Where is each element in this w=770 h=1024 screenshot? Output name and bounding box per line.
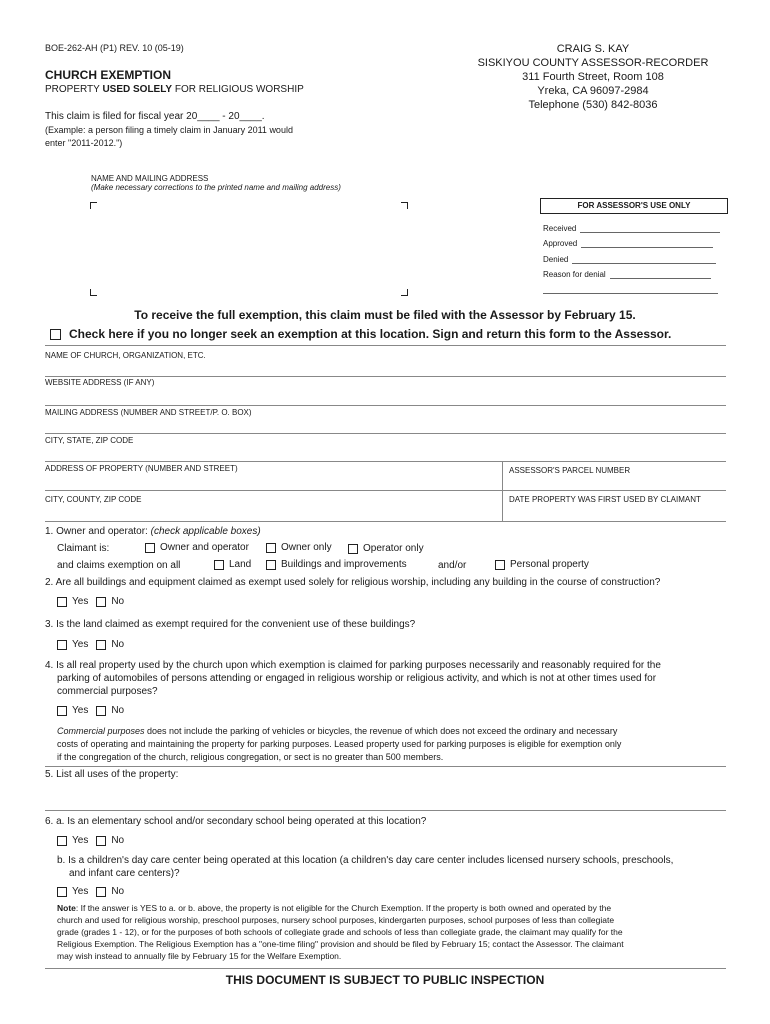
divider [45, 968, 726, 969]
address-block-note: (Make necessary corrections to the printed name and mailing address) [91, 183, 341, 192]
q6a-yes-option[interactable]: Yes [57, 835, 88, 846]
property-address-label: ADDRESS OF PROPERTY (NUMBER AND STREET) [45, 464, 238, 473]
mailing-street-field[interactable] [45, 418, 726, 432]
operator-only-checkbox[interactable] [348, 544, 358, 554]
city-county-zip-label: CITY, COUNTY, ZIP CODE [45, 495, 142, 504]
divider [45, 521, 726, 522]
address-corner-bl [90, 289, 97, 296]
reason-row: Reason for denial [543, 270, 711, 279]
fiscal-year-line: This claim is filed for fiscal year 20____ - 20____. [45, 111, 265, 122]
form-title: CHURCH EXEMPTION [45, 68, 172, 82]
land-checkbox[interactable] [214, 560, 224, 570]
q4-text: 4. Is all real property used by the church upon which exemption is claimed for parking purposes necessarily and reasonably required for the parking of automobiles of persons attending or engaged in religious worship or religious activity, and which is not at other times used for commercial purposes? [45, 660, 661, 697]
owner-operator-option[interactable]: Owner and operator [145, 542, 249, 553]
q2-yes-option[interactable]: Yes [57, 596, 88, 607]
date-first-used-label: DATE PROPERTY WAS FIRST USED BY CLAIMANT [509, 495, 701, 504]
divider [45, 490, 726, 491]
city-state-zip-label: CITY, STATE, ZIP CODE [45, 436, 134, 445]
approved-row: Approved [543, 239, 713, 248]
city-state-zip-field[interactable] [45, 446, 726, 460]
city-county-zip-field[interactable] [45, 505, 500, 519]
claimant-is-label: Claimant is: [57, 543, 110, 554]
denied-row: Denied [543, 255, 716, 264]
q6b-no-option[interactable]: No [96, 886, 124, 897]
form-id: BOE-262-AH (P1) REV. 10 (05-19) [45, 43, 184, 53]
denied-field[interactable] [572, 255, 716, 264]
church-name-label: NAME OF CHURCH, ORGANIZATION, ETC. [45, 351, 206, 360]
q4-answers [57, 705, 132, 716]
no-longer-seek-checkbox[interactable] [50, 329, 61, 340]
assessor-name: CRAIG S. KAY [556, 43, 630, 55]
q6b-no-checkbox[interactable] [96, 887, 106, 897]
land-option[interactable]: Land [214, 559, 251, 570]
q6a-no-checkbox[interactable] [96, 836, 106, 846]
q2-answers [57, 596, 132, 607]
owner-only-option[interactable]: Owner only [266, 542, 332, 553]
q6b-answers [57, 886, 132, 897]
received-field[interactable] [580, 224, 720, 233]
address-block-label: NAME AND MAILING ADDRESS [91, 174, 209, 183]
q4-yes-checkbox[interactable] [57, 706, 67, 716]
no-longer-seek-row: Check here if you no longer seek an exemption at this location. Sign and return this form to the Assessor. [50, 327, 671, 341]
form-subtitle: PROPERTY USED SOLELY FOR RELIGIOUS WORSHIP [45, 84, 304, 95]
divider [45, 376, 726, 377]
address-corner-tr [401, 202, 408, 209]
assessor-address [460, 42, 726, 112]
divider [45, 433, 726, 434]
q6a-text: 6. a. Is an elementary school and/or secondary school being operated at this location? [45, 816, 427, 827]
address-corner-br [401, 289, 408, 296]
divider [45, 461, 726, 462]
assessor-phone: Telephone (530) 842-8036 [528, 99, 658, 111]
divider [45, 345, 726, 346]
q6b-text: b. Is a children's day care center being operated at this location (a children's day care center includes licensed nursery schools, preschools, and infant care centers)? [57, 855, 674, 879]
assessor-city: Yreka, CA 96097-2984 [537, 85, 649, 97]
divider [45, 810, 726, 811]
buildings-option[interactable]: Buildings and improvements [266, 559, 407, 570]
deadline-notice: To receive the full exemption, this claim must be filed with the Assessor by February 15. [134, 308, 636, 322]
example-line-2: enter "2011-2012.") [45, 138, 123, 148]
address-corner-tl [90, 202, 97, 209]
column-divider [502, 461, 503, 521]
public-inspection-footer: THIS DOCUMENT IS SUBJECT TO PUBLIC INSPECTION [225, 973, 545, 987]
operator-only-option[interactable]: Operator only [348, 543, 424, 554]
mailing-address-field[interactable] [97, 210, 397, 286]
property-address-field[interactable] [45, 474, 500, 488]
date-first-used-field[interactable] [505, 505, 725, 519]
claims-on-all-label: and claims exemption on all [57, 560, 181, 571]
q6a-no-option[interactable]: No [96, 835, 124, 846]
reason-extra-line[interactable] [543, 293, 718, 294]
divider [45, 405, 726, 406]
q4-no-option[interactable]: No [96, 705, 124, 716]
q2-no-checkbox[interactable] [96, 597, 106, 607]
q3-yes-checkbox[interactable] [57, 640, 67, 650]
assessor-street: 311 Fourth Street, Room 108 [522, 71, 664, 83]
website-field[interactable] [45, 389, 726, 403]
q6a-yes-checkbox[interactable] [57, 836, 67, 846]
q1-label: 1. Owner and operator: (check applicable boxes) [45, 526, 261, 537]
q6a-answers [57, 835, 132, 846]
owner-only-checkbox[interactable] [266, 543, 276, 553]
property-uses-field[interactable] [45, 783, 726, 809]
q2-no-option[interactable]: No [96, 596, 124, 607]
andor-label: and/or [438, 560, 467, 571]
divider [45, 766, 726, 767]
assessor-office: SISKIYOU COUNTY ASSESSOR-RECORDER [477, 57, 709, 69]
q3-no-checkbox[interactable] [96, 640, 106, 650]
q3-no-option[interactable]: No [96, 639, 124, 650]
reason-field[interactable] [610, 270, 711, 279]
received-row: Received [543, 224, 720, 233]
commercial-purposes-note: Commercial purposes does not include the parking of vehicles or bicycles, the revenue of which does not exceed the ordinary and necessary costs of operating and maintaining the property for parking purposes. Leased property used for parking purposes is eligible for exemption only if the congregation of the church, religious congregation, or sect is no greater than 500 members. [57, 726, 622, 762]
personal-property-checkbox[interactable] [495, 560, 505, 570]
q3-yes-option[interactable]: Yes [57, 639, 88, 650]
q4-yes-option[interactable]: Yes [57, 705, 88, 716]
note-paragraph: Note: If the answer is YES to a. or b. above, the property is not eligible for the Church Exemption. If the property is both owned and operated by the church and used for religious worship, preschool purposes, nursery school purposes, kindergarten purposes, school purposes of less than collegiate grade (grades 1 - 12), or for the purposes of both schools of collegiate grade and schools of less than collegiate grade, the claimant may qualify for the Religious Exemption. The Religious Exemption has a "one-time filing" provision and should be filed by February 15; contact the Assessor. The claimant may wish instead to annually file by February 15 for the Welfare Exemption. [57, 903, 624, 961]
assessor-use-header: FOR ASSESSOR'S USE ONLY [540, 198, 728, 214]
owner-operator-checkbox[interactable] [145, 543, 155, 553]
q3-text: 3. Is the land claimed as exempt required for the convenient use of these buildings? [45, 619, 416, 630]
buildings-checkbox[interactable] [266, 560, 276, 570]
church-name-field[interactable] [45, 361, 726, 375]
q2-text: 2. Are all buildings and equipment claimed as exempt used solely for religious worship, including any building in the course of construction? [45, 577, 661, 588]
personal-property-option[interactable]: Personal property [495, 559, 589, 570]
approved-field[interactable] [581, 239, 713, 248]
parcel-number-label: ASSESSOR'S PARCEL NUMBER [509, 466, 631, 475]
website-label: WEBSITE ADDRESS (IF ANY) [45, 378, 155, 387]
mailing-address-label: MAILING ADDRESS (NUMBER AND STREET/P. O. BOX) [45, 408, 252, 417]
q6b-yes-checkbox[interactable] [57, 887, 67, 897]
parcel-number-field[interactable] [505, 476, 725, 488]
example-line-1: (Example: a person filing a timely claim in January 2011 would [45, 125, 293, 135]
q2-yes-checkbox[interactable] [57, 597, 67, 607]
q6b-yes-option[interactable]: Yes [57, 886, 88, 897]
q3-answers [57, 639, 132, 650]
q4-no-checkbox[interactable] [96, 706, 106, 716]
q5-text: 5. List all uses of the property: [45, 769, 179, 780]
